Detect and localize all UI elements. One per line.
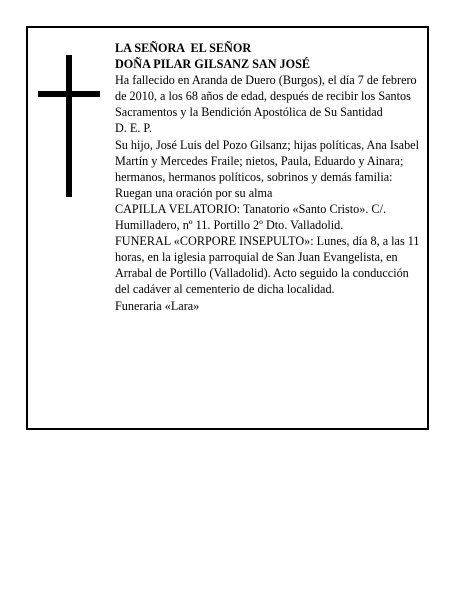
chapel-info: CAPILLA VELATORIO: Tanatorio «Santo Cristo». C/. Humilladero, nº 11. Portillo 2º Dto. Valladolid.	[115, 201, 386, 233]
obituary-notice	[26, 26, 429, 430]
deceased-name: DOÑA PILAR GILSANZ SAN JOSÉ	[115, 57, 311, 72]
family-list: Su hijo, José Luis del Pozo Gilsanz; hijas políticas, Ana Isabel Martín y Mercedes Fraile; nietos, Paula, Eduardo y Ainara; hermanos, hermanos políticos, sobrinos y demás familia:	[115, 137, 419, 184]
cross-vertical-bar	[66, 55, 72, 197]
notice-body	[115, 40, 425, 314]
cross-horizontal-bar	[38, 91, 100, 97]
prayer-request: Ruegan una oración por su alma	[115, 185, 273, 200]
funeral-info: FUNERAL «CORPORE INSEPULTO»: Lunes, día 8, a las 11 horas, en la iglesia parroquial de San Juan Evangelista, en Arrabal de Portillo (Valladolid). Acto seguido la conducción del cadáver al cementerio de dicha localidad.	[115, 234, 420, 297]
funeral-home: Funeraria «Lara»	[115, 298, 200, 313]
death-announcement: Ha fallecido en Aranda de Duero (Burgos), el día 7 de febrero de 2010, a los 68 años de edad, después de recibir los Santos Sacramentos y la Bendición Apostólica de Su Santidad	[115, 73, 417, 120]
latin-cross-icon	[38, 55, 100, 197]
notice-heading-line1: LA SEÑORA EL SEÑOR	[115, 41, 252, 55]
rest-in-peace: D. E. P.	[115, 121, 152, 136]
